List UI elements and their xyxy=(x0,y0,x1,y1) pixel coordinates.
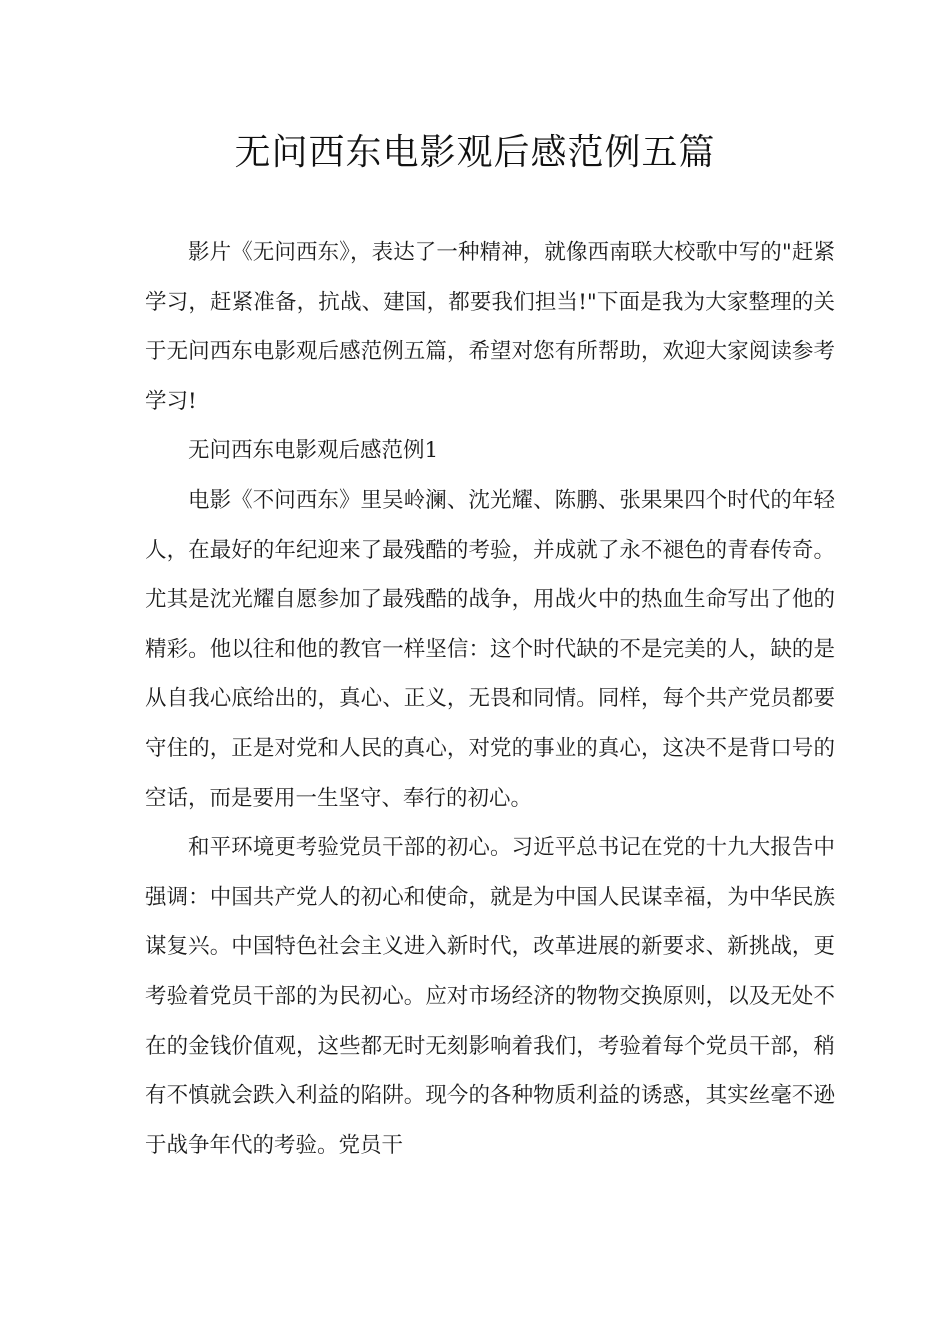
document-title: 无问西东电影观后感范例五篇 xyxy=(234,132,716,173)
document-body xyxy=(145,228,835,1170)
intro-paragraph: 影片《无问西东》，表达了一种精神，就像西南联大校歌中写的"赶紧学习，赶紧准备，抗战、建国，都要我们担当!"下面是我为大家整理的关于无问西东电影观后感范例五篇，希望对您有所帮助，欢迎大家阅读参考学习! xyxy=(145,240,835,414)
body-paragraph-1: 电影《不问西东》里吴岭澜、沈光耀、陈鹏、张果果四个时代的年轻人，在最好的年纪迎来了最残酷的考验，并成就了永不褪色的青春传奇。尤其是沈光耀自愿参加了最残酷的战争，用战火中的热血生命写出了他的精彩。他以往和他的教官一样坚信：这个时代缺的不是完美的人，缺的是从自我心底给出的，真心、正义，无畏和同情。同样，每个共产党员都要守住的，正是对党和人民的真心，对党的事业的真心，这决不是背口号的空话，而是要用一生坚守、奉行的初心。 xyxy=(145,487,835,811)
body-paragraph-2: 和平环境更考验党员干部的初心。习近平总书记在党的十九大报告中强调：中国共产党人的初心和使命，就是为中国人民谋幸福，为中华民族谋复兴。中国特色社会主义进入新时代，改革进展的新要求、新挑战，更考验着党员干部的为民初心。应对市场经济的物物交换原则，以及无处不在的金钱价值观，这些都无时无刻影响着我们，考验着每个党员干部，稍有不慎就会跌入利益的陷阱。现今的各种物质利益的诱惑，其实丝毫不逊于战争年代的考验。党员干 xyxy=(145,835,835,1158)
section-heading-example-1: 无问西东电影观后感范例1 xyxy=(188,438,439,464)
